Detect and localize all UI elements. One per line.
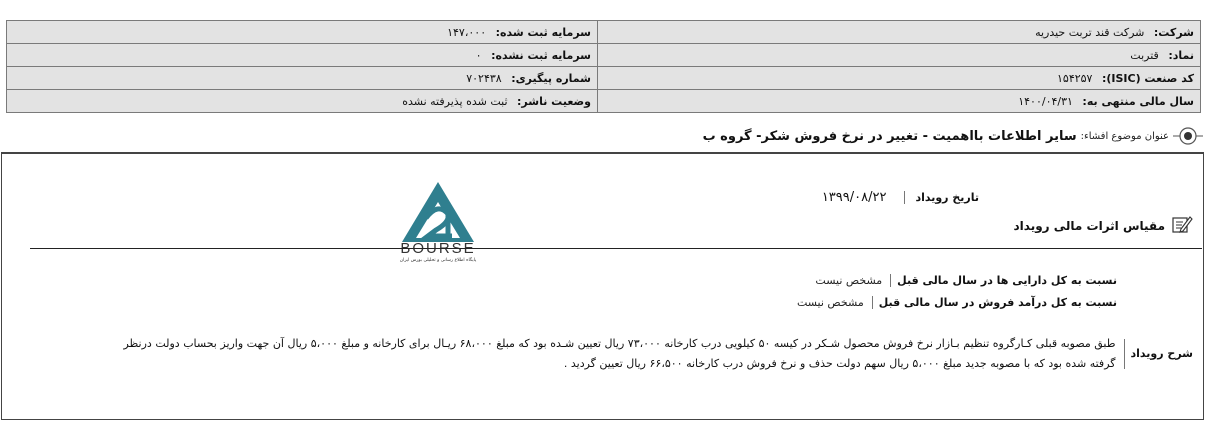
event-panel (1, 152, 1204, 420)
capital-registered-cell (7, 21, 598, 44)
fiscal-label: سال مالی منتهی به: (1082, 94, 1194, 108)
publisher-cell (7, 90, 598, 113)
isic-cell (598, 67, 1201, 90)
tracking-value: ۷۰۲۴۳۸ (466, 71, 502, 85)
fiscal-value: ۱۴۰۰/۰۴/۳۱ (1018, 94, 1073, 108)
tracking-label: شماره پیگیری: (511, 71, 591, 85)
capital-registered-label: سرمایه ثبت شده: (495, 25, 591, 39)
topic-title: سایر اطلاعات بااهمیت - تغییر در نرخ فروش شکر- گروه ب (702, 128, 1077, 144)
company-value: شرکت قند تربت حیدریه (1035, 25, 1145, 39)
isic-value: ۱۵۴۲۵۷ (1057, 71, 1093, 85)
ratio-assets-row (815, 274, 1117, 287)
symbol-value: قتربت (1130, 48, 1159, 62)
event-date-value: ۱۳۹۹/۰۸/۲۲ (821, 190, 887, 205)
capital-registered-value: ۱۴۷،۰۰۰ (447, 25, 487, 39)
company-info-table (6, 20, 1201, 113)
capital-unregistered-label: سرمایه ثبت نشده: (491, 48, 591, 62)
info-row (7, 44, 1201, 67)
logo-wordmark: BOURSE (400, 240, 476, 257)
topic-label: عنوان موضوع افشاء: (1080, 130, 1169, 142)
disclosure-topic (703, 123, 1203, 149)
info-row (7, 21, 1201, 44)
capital-unregistered-value: ۰ (475, 48, 482, 62)
edit-note-icon (1171, 214, 1193, 237)
publisher-value: ثبت شده پذیرفته نشده (402, 94, 508, 108)
capital-unregistered-cell (7, 44, 598, 67)
logo-tagline: پایگاه اطلاع رسانی و تحلیلی بورس ایران (399, 258, 477, 262)
event-date-label: تاریخ رویداد (904, 191, 979, 204)
info-row (7, 90, 1201, 113)
fiscal-cell (598, 90, 1201, 113)
ratio-assets-label: نسبت به کل دارایی ها در سال مالی قبل (890, 274, 1117, 287)
ratio-assets-value: مشخص نیست (815, 274, 883, 287)
publisher-label: وضعیت ناشر: (517, 94, 591, 108)
section-divider (30, 248, 1202, 249)
symbol-cell (598, 44, 1201, 67)
target-bullet-icon (1173, 123, 1203, 149)
ratio-revenue-label: نسبت به کل درآمد فروش در سال مالی قبل (872, 296, 1117, 309)
info-row (7, 67, 1201, 90)
symbol-label: نماد: (1168, 48, 1194, 62)
isic-label: کد صنعت (ISIC): (1101, 71, 1194, 85)
event-date (822, 190, 979, 205)
company-cell (598, 21, 1201, 44)
event-description-text: طبق مصوبه قبلی کـارگروه تنظیم بـازار نرخ فروش محصول شـکر در کیسه ۵۰ کیلویی درب کارخانه ۷۳،۰۰۰ ریال تعیین شـده بود که مبلغ ۶۸،۰۰۰ ریـال برای کارخانه و مبلغ ۵،۰۰۰ ریال آن جهت واریز بحساب دولت درنظر گرفته شده بود که با مصوبه جدید مبلغ ۵،۰۰۰ ریال سهم دولت حذف و نرخ فروش درب کارخانه ۶۶،۵۰۰ ریال تعیین گردید . (123, 337, 1116, 370)
financial-impact-title: مقیاس اثرات مالی رویداد (1013, 218, 1165, 233)
tracking-cell (7, 67, 598, 90)
company-label: شرکت: (1153, 25, 1194, 39)
ratio-revenue-value: مشخص نیست (796, 296, 864, 309)
financial-impact-heading (1014, 214, 1193, 237)
event-description-label: شرح رویداد (1124, 339, 1194, 369)
ratio-revenue-row (797, 296, 1117, 309)
event-description (103, 334, 1193, 374)
bourse-logo (388, 180, 488, 262)
